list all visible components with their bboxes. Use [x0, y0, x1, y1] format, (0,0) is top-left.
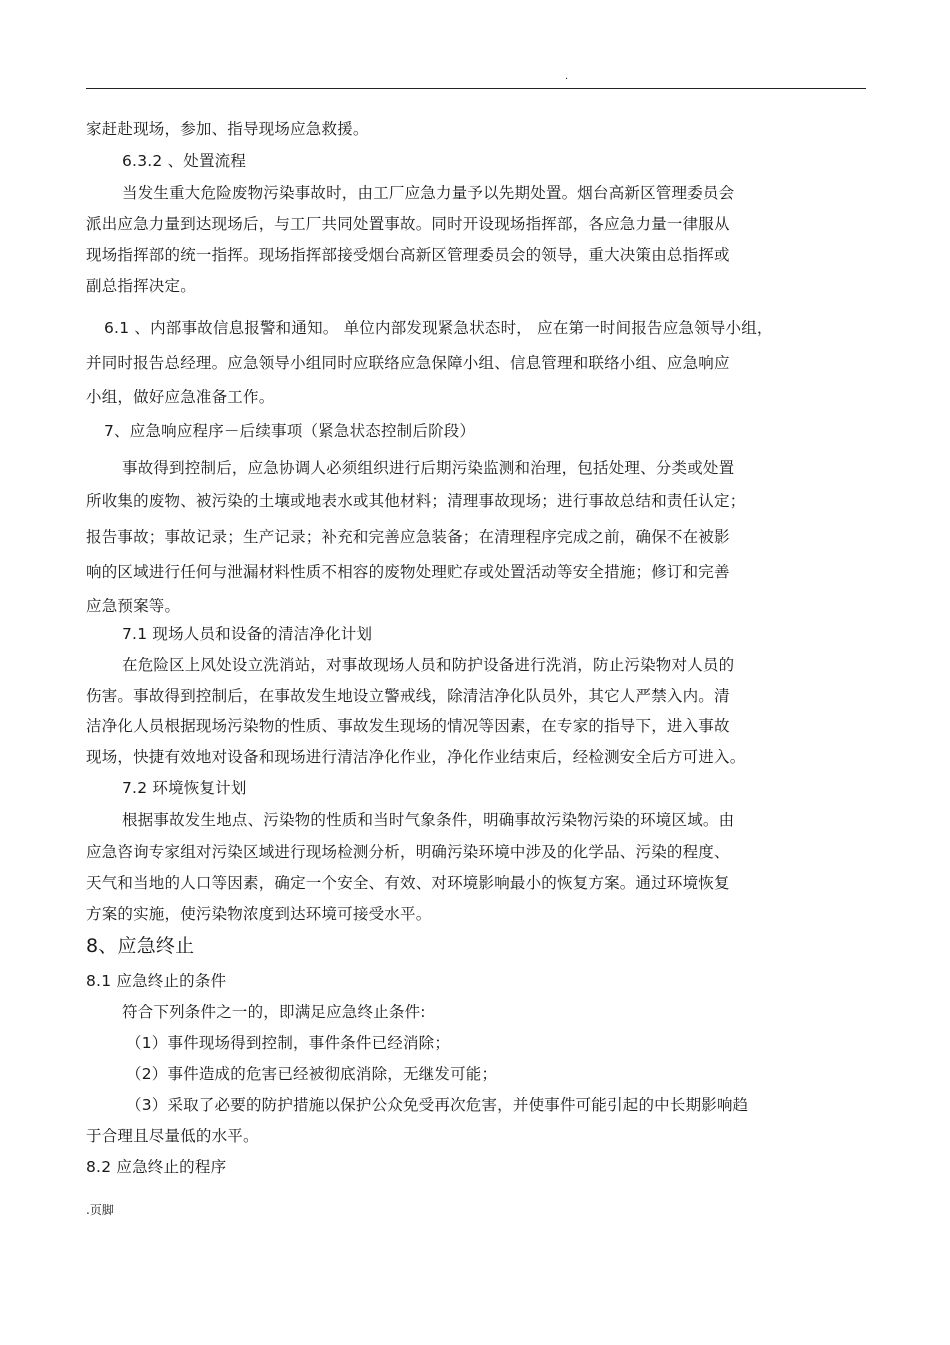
list-item: （3）采取了必要的防护措施以保护公众免受再次危害，并使事件可能引起的中长期影响趋	[126, 1096, 749, 1114]
header-mark: .	[565, 71, 569, 82]
list-item-continuation: 于合理且尽量低的水平。	[86, 1127, 259, 1145]
body-line: 副总指挥决定。	[86, 277, 196, 295]
body-line: 并同时报告总经理。应急领导小组同时应联络应急保障小组、信息管理和联络小组、应急响应	[86, 354, 730, 372]
body-line: 符合下列条件之一的，即满足应急终止条件:	[122, 1003, 426, 1021]
section-heading-7-2: 7.2 环境恢复计划	[122, 779, 247, 797]
body-line: 家赶赴现场，参加、指导现场应急救援。	[86, 120, 369, 138]
body-line: 6.1 、内部事故信息报警和通知。 单位内部发现紧急状态时， 应在第一时间报告应急领导小组，	[104, 319, 773, 337]
section-heading-7-1: 7.1 现场人员和设备的清洁净化计划	[122, 625, 373, 643]
body-line: 洁净化人员根据现场污染物的性质、事故发生现场的情况等因素，在专家的指导下，进入事故	[86, 717, 730, 735]
body-line: 应急预案等。	[86, 597, 181, 615]
body-line: 应急咨询专家组对污染区域进行现场检测分析，明确污染环境中涉及的化学品、污染的程度、	[86, 843, 730, 861]
body-line: 伤害。事故得到控制后，在事故发生地设立警戒线，除清洁净化队员外，其它人严禁入内。清	[86, 687, 730, 705]
section-heading-8: 8、应急终止	[86, 935, 195, 957]
body-line: 响的区域进行任何与泄漏材料性质不相容的废物处理贮存或处置活动等安全措施；修订和完善	[86, 563, 730, 581]
page-footer: .页脚	[86, 1203, 114, 1217]
body-line: 所收集的废物、被污染的土壤或地表水或其他材料；清理事故现场；进行事故总结和责任认定；	[86, 492, 746, 510]
body-line: 方案的实施，使污染物浓度到达环境可接受水平。	[86, 905, 432, 923]
body-line: 事故得到控制后，应急协调人必须组织进行后期污染监测和治理，包括处理、分类或处置	[122, 459, 735, 477]
body-line: 派出应急力量到达现场后，与工厂共同处置事故。同时开设现场指挥部，各应急力量一律服从	[86, 215, 730, 233]
section-heading-6-3-2: 6.3.2 、处置流程	[122, 152, 247, 170]
body-line: 报告事故；事故记录；生产记录；补充和完善应急装备；在清理程序完成之前，确保不在被影	[86, 528, 730, 546]
body-line: 在危险区上风处设立洗消站，对事故现场人员和防护设备进行洗消，防止污染物对人员的	[122, 656, 735, 674]
section-heading-8-1: 8.1 应急终止的条件	[86, 972, 227, 990]
list-item: （1）事件现场得到控制，事件条件已经消除；	[126, 1034, 451, 1052]
section-heading-7: 7、应急响应程序－后续事项（紧急状态控制后阶段）	[104, 422, 476, 440]
body-line: 根据事故发生地点、污染物的性质和当时气象条件，明确事故污染物污染的环境区域。由	[122, 811, 735, 829]
header-divider	[86, 88, 866, 89]
body-line: 当发生重大危险废物污染事故时，由工厂应急力量予以先期处置。烟台高新区管理委员会	[122, 184, 735, 202]
body-line: 现场，快捷有效地对设备和现场进行清洁净化作业，净化作业结束后，经检测安全后方可进入。	[86, 748, 746, 766]
section-heading-8-2: 8.2 应急终止的程序	[86, 1158, 227, 1176]
body-line: 小组，做好应急准备工作。	[86, 388, 275, 406]
body-line: 天气和当地的人口等因素，确定一个安全、有效、对环境影响最小的恢复方案。通过环境恢复	[86, 874, 730, 892]
body-line: 现场指挥部的统一指挥。现场指挥部接受烟台高新区管理委员会的领导，重大决策由总指挥或	[86, 246, 730, 264]
list-item: （2）事件造成的危害已经被彻底消除，无继发可能；	[126, 1065, 498, 1083]
